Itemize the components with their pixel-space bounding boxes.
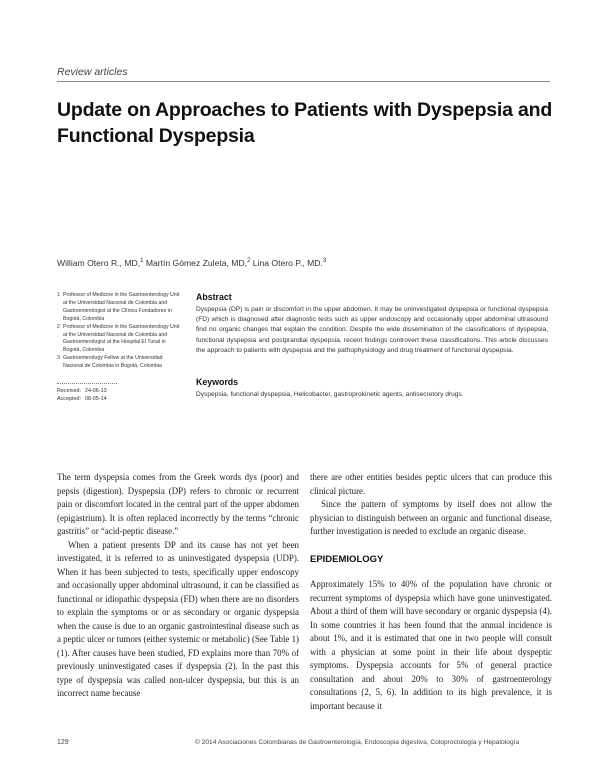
body-paragraph: there are other entities besides peptic ulcers that can produce this clinical picture. [310, 472, 552, 496]
affiliation-text: Professor of Medicine in the Gastroenterology Unit at the Universidad Nacional de Colombia and Gastroenterologist at the Clínica Fundadores in Bogotá, Colombia [63, 292, 180, 322]
abstract-text: Dyspepsia (DP) is pain or discomfort in the upper abdomen. It may be uninvestigated dyspepsia or functional dyspepsia (FD) which is diagnosed after diagnostic tests such as upper endoscopy and occasionally upper abdominal ultrasound find no organic changes that explain the condition. Despite the wide dissemination of the classifications of dyspepsia, functional dyspepsia and postprandial dyspepsia, recent findings controvert these classifications. This article discusses the approach to patients with dyspepsia and the pathophysiology and drug treatment of functional dyspepsia. [196, 306, 548, 354]
author-affiliation-mark: 3 [322, 258, 327, 265]
affiliation-item [57, 324, 182, 356]
author-affiliation-mark: 1 [140, 258, 144, 265]
author-name: William Otero R., MD, [57, 258, 141, 268]
keywords-text: Dyspepsia, functional dyspepsia, Helicobacter, gastroprokinetic agents, antisecretory drugs. [196, 391, 464, 398]
accepted-label: Accepted: [57, 396, 81, 403]
accepted-date [57, 395, 182, 403]
affiliation-number: 3 [57, 355, 60, 362]
affiliation-number: 2 [57, 323, 60, 330]
article-dates [57, 387, 182, 404]
article-title: Update on Approaches to Patients with Dyspepsia and Functional Dyspepsia [57, 99, 553, 147]
section-heading-epidemiology: EPIDEMIOLOGY [310, 553, 384, 565]
body-paragraph: Since the pattern of symptoms by itself does not allow the physician to distinguish between an organic and functional disease, further investigation is needed to exclude an organic disease. [310, 499, 552, 536]
affiliations [57, 292, 182, 371]
received-date [57, 387, 182, 395]
affiliation-number: 1 [57, 292, 60, 298]
page-number: 129 [57, 739, 69, 746]
author-name: Lina Otero P., MD. [252, 258, 323, 268]
body-paragraph: When a patient presents DP and its cause has not yet been investigated, it is referred to as uninvestigated dyspepsia (UDP). When it has been subjected to tests, specifically upper endoscopy and occasionally upper abdominal ultrasound, it can be classified as functional or idiopathic dyspepsia (FD) when there are no disorders to explain the symptoms or or as secondary or organic dyspepsia when the cause is due to an organic gastrointestinal disease such as a peptic ulcer or tumors (either systemic or metabolic) (See Table 1) (1). After causes have been studied, FD explains more than 70% of previously uninvestigated cases if dyspepsia (2). In the past this type of dyspepsia was called non-ulcer dyspepsia, but this is an incorrect name because [57, 539, 299, 698]
author-name: Martín Gómez Zuleta, MD, [145, 258, 248, 268]
copyright-notice: © 2014 Asociaciones Colombianas de Gastroenterología, Endoscopia digestiva, Coloproctología y Hepatología [195, 739, 520, 746]
body-paragraph: Approximately 15% to 40% of the population have chronic or recurrent symptoms of dyspepsia which have gone uninvestigated. About a third of them will have secondary or organic dyspepsia (4). In some countries it has been found that the annual incidence is about 1%, and it is estimated that one in two people will consult with a physician at some point in their life about dyspeptic symptoms. Dyspepsia accounts for 5% of general practice consultation and about 20% to 30% of gastroenterology consultations (2, 5, 6). In addition to its high prevalence, it is important because it [310, 579, 552, 711]
dates-divider [57, 383, 117, 384]
affiliation-text: Gastroenterology Fellow at the Universidad Nacional de Colombia in Bogotá, Colombia [63, 355, 163, 370]
received-value: 24-06-13 [85, 388, 107, 394]
author-affiliation-mark: 2 [247, 258, 251, 265]
affiliation-item [57, 355, 182, 371]
accepted-value: 08-05-14 [85, 396, 107, 403]
affiliation-item [57, 292, 182, 324]
section-label: Review articles [57, 66, 128, 78]
abstract-heading: Abstract [196, 292, 232, 302]
body-column-right [310, 471, 552, 713]
body-column-left [57, 471, 299, 701]
author-line [57, 258, 557, 268]
body-paragraph: The term dyspepsia comes from the Greek words dys (poor) and pepsis (digestion). Dyspepsia (DP) refers to chronic or recurrent pain or discomfort located in the central part of the upper abdomen (epigastrium). It is often replaced incorrectly by the terms “chronic gastritis” or “acid-peptic disease.” [57, 472, 299, 536]
keywords-heading: Keywords [196, 377, 239, 387]
header-divider [57, 81, 550, 82]
affiliation-text: Professor of Medicine in the Gastroenterology Unit at the Universidad Nacional de Colombia and Gastroenterologist at the Hospital El Tunal in Bogotá, Colombia [63, 323, 180, 354]
received-label: Received: [57, 388, 81, 394]
